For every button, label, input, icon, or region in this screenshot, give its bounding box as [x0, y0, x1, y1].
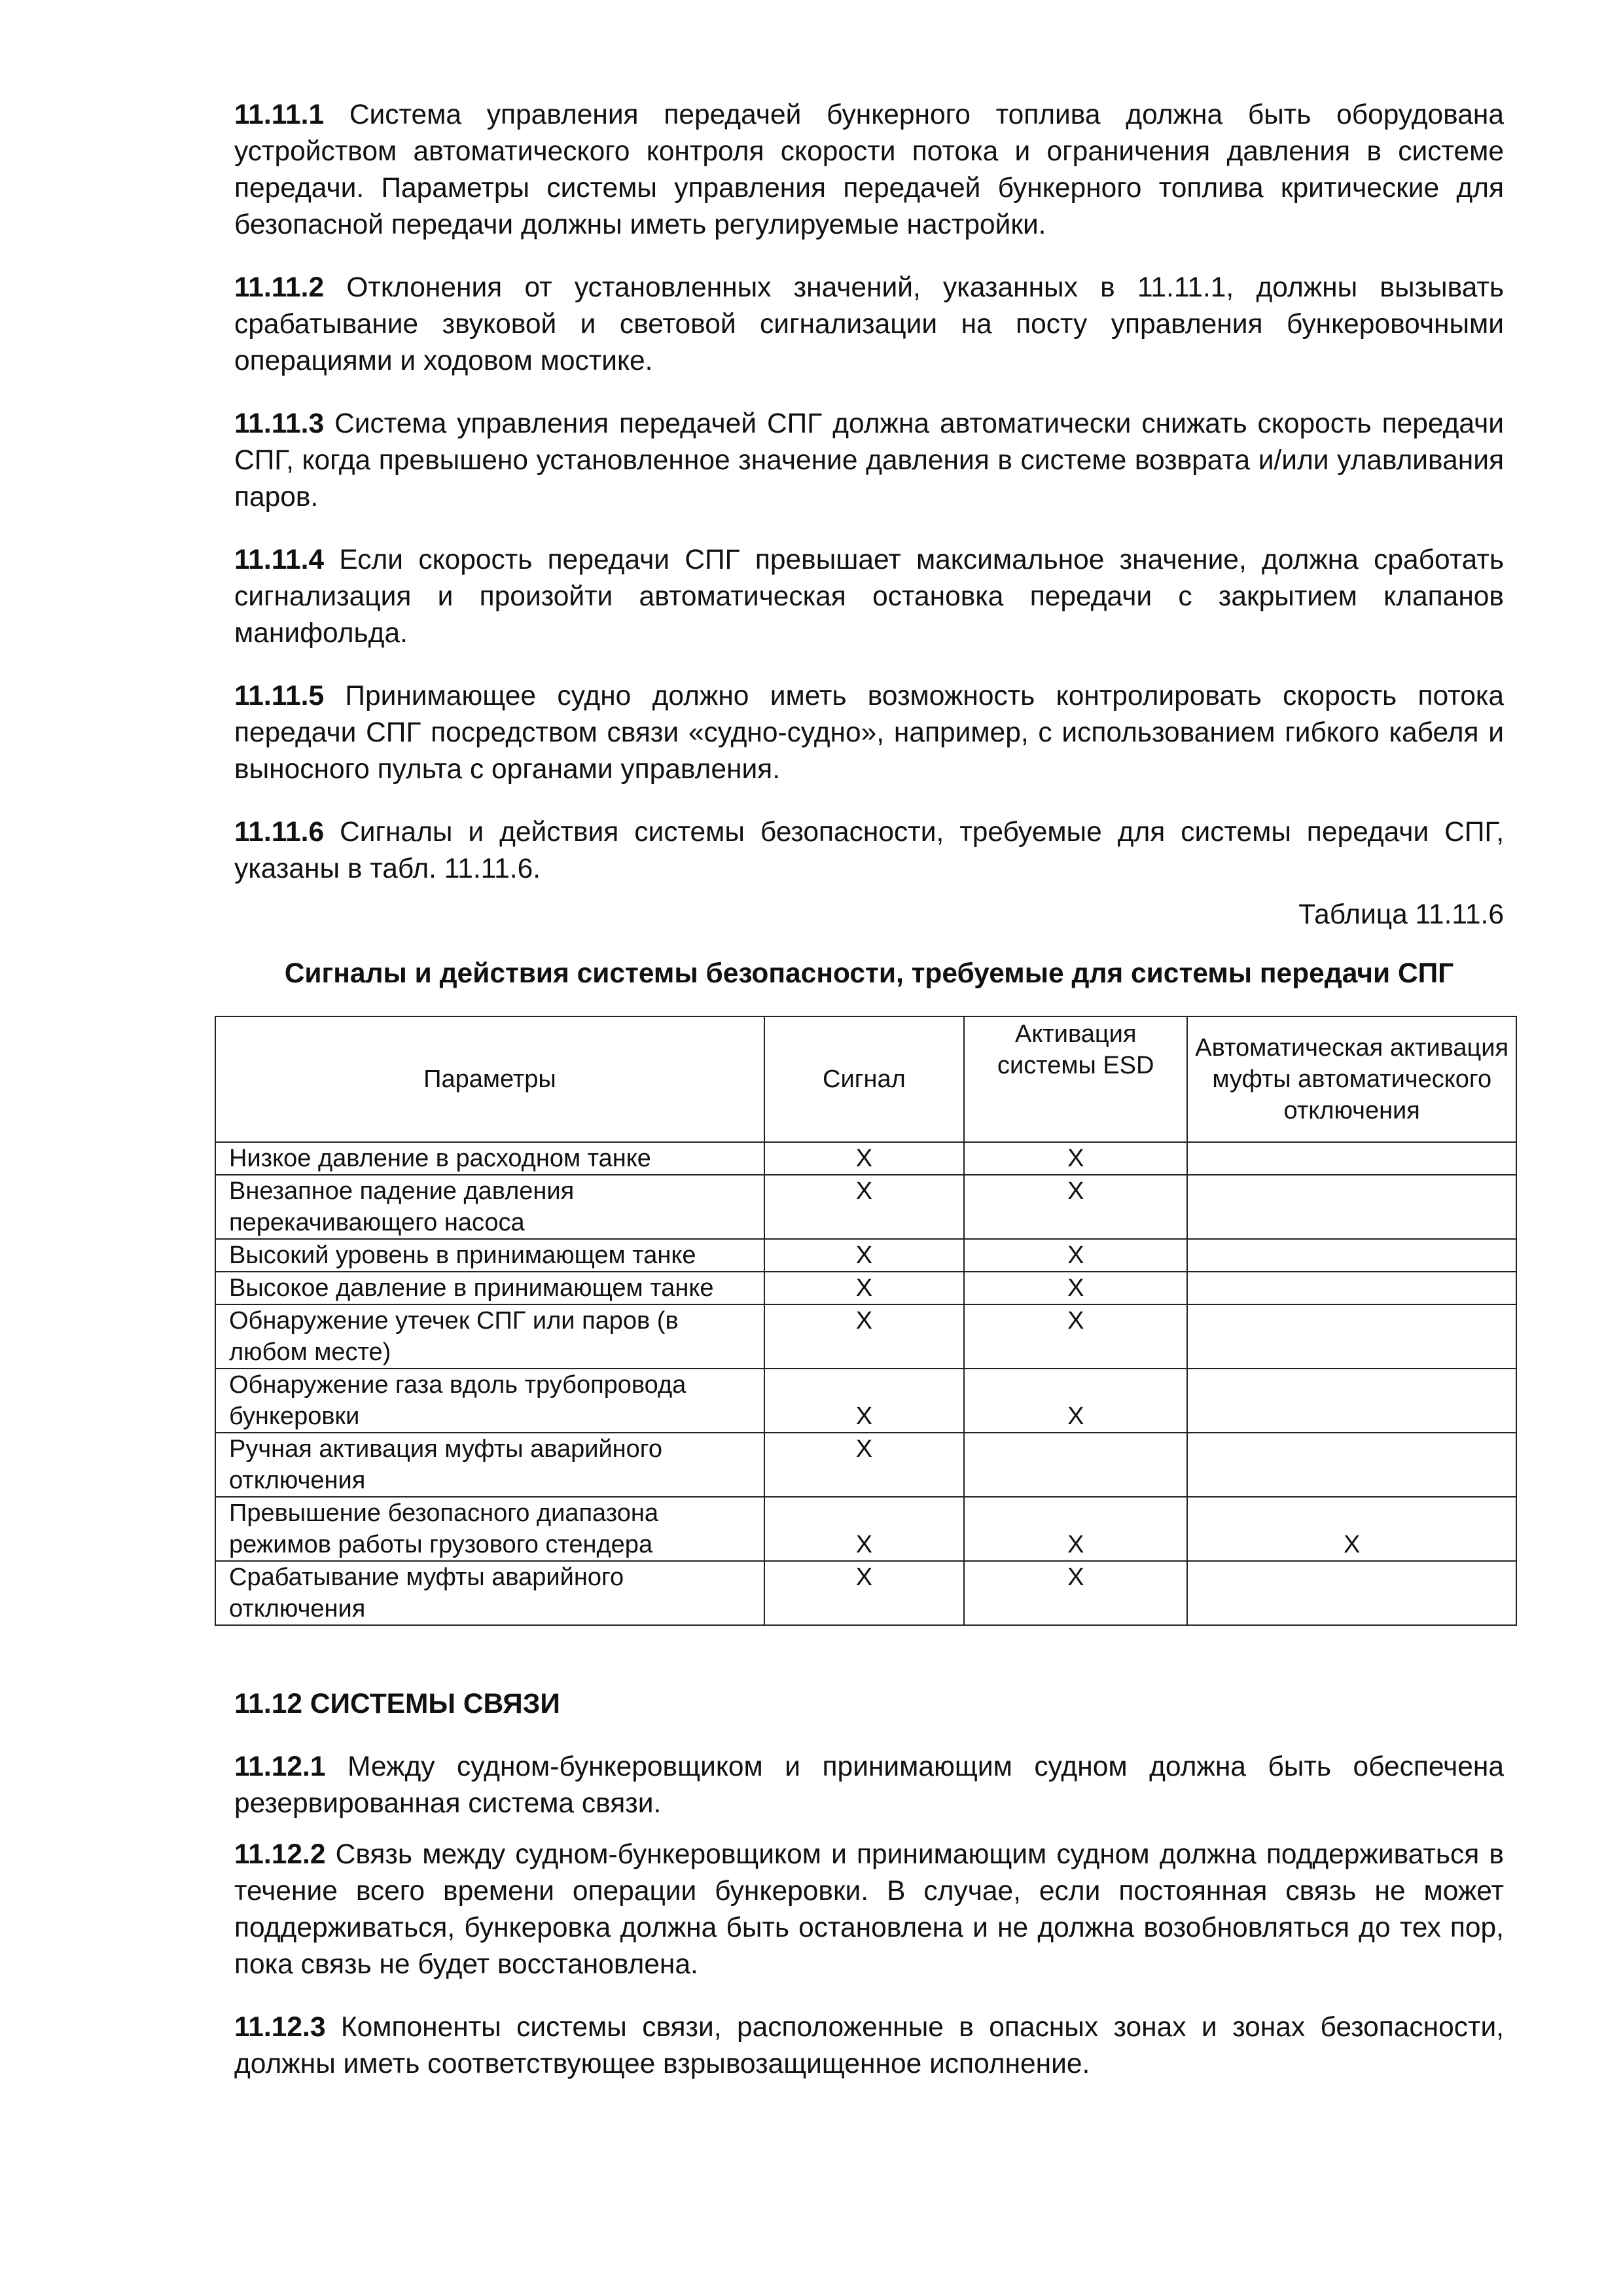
section-title: 11.12 СИСТЕМЫ СВЯЗИ [234, 1689, 560, 1719]
clause-text: Сигналы и действия системы безопасности, требуемые для системы передачи СПГ, указаны в табл. 11.11.6. [234, 817, 1505, 884]
cell-auto [1187, 1142, 1516, 1175]
cell-esd: X [964, 1304, 1187, 1369]
paragraph-11-11-3 [234, 406, 1504, 516]
table-row [215, 1433, 1516, 1497]
clause-text: Отклонения от установленных значений, указанных в 11.11.1, должны вызывать срабатывание звуковой и световой сигнализации на посту управления бункеровочными операциями и ходовом мостике. [234, 272, 1505, 376]
clause-number: 11.11.3 [234, 408, 325, 439]
paragraph-11-11-1 [234, 97, 1504, 243]
cell-esd: X [964, 1497, 1187, 1561]
cell-parameter: Обнаружение утечек СПГ или паров (в любом месте) [215, 1304, 764, 1369]
clause-text: Система управления передачей бункерного топлива должна быть оборудована устройством автоматического контроля скорости потока и ограничения давления в системе передачи. Параметры системы управления передачей бункерного топлива критические для безопасной передачи должны иметь регулируемые настройки. [234, 99, 1504, 240]
clause-text: Связь между судном-бункеровщиком и принимающим судном должна поддерживаться в течение всего времени операции бункеровки. В случае, если постоянная связь не может поддерживаться, бункеровка должна быть остановлена и не должна возобновляться до тех пор, пока связь не будет восстановлена. [234, 1839, 1504, 1980]
clause-number: 11.11.1 [234, 99, 325, 130]
cell-signal: X [764, 1239, 964, 1272]
table-row [215, 1369, 1516, 1433]
cell-signal: X [764, 1369, 964, 1433]
table-title: Сигналы и действия системы безопасности, требуемые для системы передачи СПГ [284, 958, 1454, 989]
paragraph-11-12-1 [234, 1749, 1504, 1822]
table-header-row [215, 1016, 1516, 1142]
clause-text: Компоненты системы связи, расположенные в опасных зонах и зонах безопасности, должны иметь соответствующее взрывозащищенное исполнение. [234, 2012, 1504, 2079]
paragraph-11-11-5 [234, 678, 1504, 788]
signals-table [215, 1016, 1517, 1626]
table-row [215, 1175, 1516, 1239]
paragraph-11-11-4 [234, 542, 1504, 652]
clause-number: 11.11.5 [234, 681, 325, 711]
cell-auto [1187, 1433, 1516, 1497]
cell-parameter: Высокое давление в принимающем танке [215, 1272, 764, 1304]
cell-parameter: Высокий уровень в принимающем танке [215, 1239, 764, 1272]
paragraph-11-11-6 [234, 814, 1504, 888]
cell-esd: X [964, 1142, 1187, 1175]
paragraph-11-11-2 [234, 270, 1504, 380]
cell-parameter: Обнаружение газа вдоль трубопровода бункеровки [215, 1369, 764, 1433]
cell-parameter: Внезапное падение давления перекачивающего насоса [215, 1175, 764, 1239]
header-esd-activation: Активация системы ESD [964, 1016, 1187, 1142]
cell-auto [1187, 1369, 1516, 1433]
table-row [215, 1142, 1516, 1175]
cell-esd: X [964, 1272, 1187, 1304]
header-auto-activation: Автоматическая активация муфты автоматического отключения [1187, 1016, 1516, 1142]
cell-signal: X [764, 1497, 964, 1561]
cell-parameter: Превышение безопасного диапазона режимов работы грузового стендера [215, 1497, 764, 1561]
clause-text: Система управления передачей СПГ должна автоматически снижать скорость передачи СПГ, когда превышено установленное значение давления в системе возврата и/или улавливания паров. [234, 408, 1504, 512]
clause-number: 11.11.4 [234, 545, 325, 575]
cell-auto [1187, 1239, 1516, 1272]
cell-auto [1187, 1304, 1516, 1369]
table-row [215, 1497, 1516, 1561]
cell-auto: X [1187, 1497, 1516, 1561]
table-row [215, 1561, 1516, 1625]
cell-signal: X [764, 1561, 964, 1625]
header-signal: Сигнал [764, 1016, 964, 1142]
clause-text: Принимающее судно должно иметь возможность контролировать скорость потока передачи СПГ посредством связи «судно-судно», например, с использованием гибкого кабеля и выносного пульта с органами управления. [234, 681, 1504, 785]
clause-number: 11.12.3 [234, 2012, 326, 2043]
table-row [215, 1239, 1516, 1272]
clause-number: 11.11.2 [234, 272, 325, 303]
clause-text: Между судном-бункеровщиком и принимающим судном должна быть обеспечена резервированная система связи. [234, 1751, 1505, 1819]
document-page [229, 97, 1509, 2109]
cell-esd [964, 1433, 1187, 1497]
cell-parameter: Ручная активация муфты аварийного отключения [215, 1433, 764, 1497]
paragraph-11-12-2 [234, 1837, 1504, 1983]
cell-signal: X [764, 1433, 964, 1497]
cell-esd: X [964, 1369, 1187, 1433]
clause-number: 11.12.2 [234, 1839, 326, 1870]
clause-text: Если скорость передачи СПГ превышает максимальное значение, должна сработать сигнализация и произойти автоматическая остановка передачи с закрытием клапанов манифольда. [234, 545, 1504, 649]
cell-esd: X [964, 1175, 1187, 1239]
cell-parameter: Срабатывание муфты аварийного отключения [215, 1561, 764, 1625]
table-reference: Таблица 11.11.6 [1298, 899, 1504, 930]
cell-signal: X [764, 1175, 964, 1239]
clause-number: 11.11.6 [234, 817, 325, 848]
cell-esd: X [964, 1561, 1187, 1625]
cell-signal: X [764, 1304, 964, 1369]
paragraph-11-12-3 [234, 2009, 1504, 2083]
clause-number: 11.12.1 [234, 1751, 326, 1782]
cell-parameter: Низкое давление в расходном танке [215, 1142, 764, 1175]
table-row [215, 1272, 1516, 1304]
table-row [215, 1304, 1516, 1369]
cell-signal: X [764, 1142, 964, 1175]
cell-auto [1187, 1272, 1516, 1304]
cell-esd: X [964, 1239, 1187, 1272]
cell-signal: X [764, 1272, 964, 1304]
header-parameters: Параметры [215, 1016, 764, 1142]
cell-auto [1187, 1175, 1516, 1239]
cell-auto [1187, 1561, 1516, 1625]
